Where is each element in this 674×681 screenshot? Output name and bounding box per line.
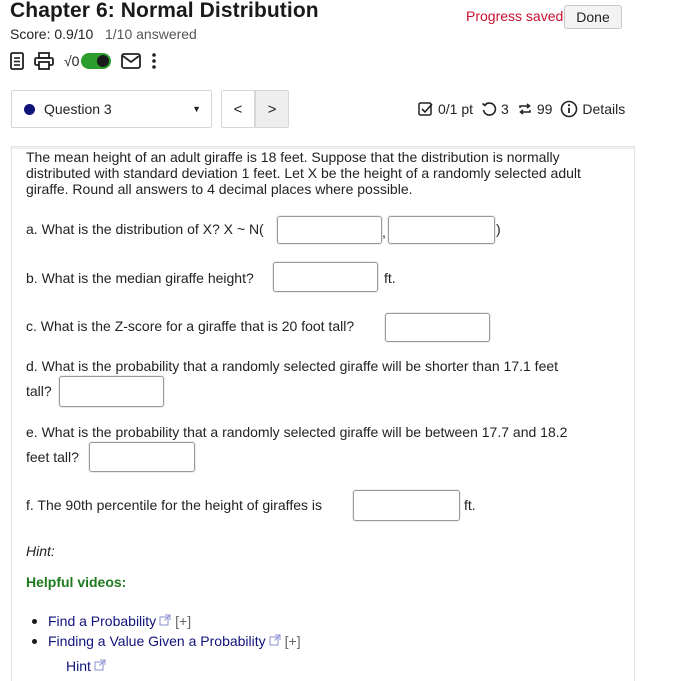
part-a-mean-input[interactable] [277, 216, 382, 244]
info-icon [560, 100, 578, 118]
hint-link[interactable] [66, 658, 106, 674]
progress-status: Progress saved [466, 8, 564, 24]
part-a-close-paren: ) [496, 221, 501, 237]
document-icon[interactable] [10, 51, 24, 71]
details-label: Details [582, 101, 626, 117]
part-f-input[interactable] [353, 490, 460, 521]
done-button[interactable]: Done [564, 5, 622, 29]
video-list-item [48, 633, 301, 649]
part-a-prompt: a. What is the distribution of X? X ~ N( [26, 221, 264, 237]
part-e-prompt: e. What is the probability that a randomly selected giraffe will be between 17.7 and 18.2 [26, 424, 568, 440]
more-vertical-icon[interactable] [151, 51, 157, 71]
current-question-dot-icon [24, 104, 35, 115]
part-b-unit: ft. [384, 270, 396, 286]
part-c-prompt: c. What is the Z-score for a giraffe that is 20 foot tall? [26, 318, 355, 334]
part-d-prompt-cont: tall? [26, 383, 52, 399]
part-f-prompt: f. The 90th percentile for the height of giraffes is [26, 497, 322, 513]
part-c-input[interactable] [385, 313, 490, 342]
bullet-icon [32, 639, 37, 644]
helpful-videos-heading: Helpful videos: [26, 574, 127, 590]
part-a-sd-input[interactable] [388, 216, 495, 244]
toggle-switch-icon[interactable] [81, 53, 111, 69]
part-a-comma: , [382, 224, 386, 240]
bullet-icon [32, 619, 37, 624]
retries-group [481, 101, 509, 117]
score-text: Score: 0.9/10 [10, 26, 94, 42]
repeat-icon [517, 101, 533, 117]
checkbox-icon [418, 101, 434, 117]
points-text: 0/1 pt [438, 101, 474, 117]
mail-icon[interactable] [121, 51, 141, 71]
expand-video-button[interactable]: [+] [284, 633, 301, 649]
retries-count: 3 [501, 101, 509, 117]
details-button[interactable] [560, 100, 625, 118]
sqrt-label: √0 [64, 53, 80, 69]
video-link-finding-value[interactable]: Finding a Value Given a Probability [48, 633, 266, 649]
sqrt-toggle[interactable] [64, 51, 111, 71]
answered-count: 1/10 answered [105, 26, 197, 42]
expand-video-button[interactable]: [+] [175, 613, 192, 629]
question-select[interactable] [11, 90, 212, 128]
attempts-count: 99 [536, 101, 553, 117]
toolbar [10, 50, 167, 72]
page-title: Chapter 6: Normal Distribution [10, 0, 319, 22]
part-e-input[interactable] [89, 442, 195, 472]
next-question-button[interactable]: > [255, 90, 289, 128]
part-d-input[interactable] [59, 376, 164, 407]
question-intro: The mean height of an adult giraffe is 18 feet. Suppose that the distribution is normally distributed with standard deviation 1 feet. Let X be the height of a randomly selected adult giraffe. Round all answers to 4 decimal places where possible. [26, 149, 581, 197]
hint-link-label: Hint [66, 658, 91, 674]
video-link-find-probability[interactable]: Find a Probability [48, 613, 157, 629]
caret-down-icon: ▼ [192, 104, 201, 114]
video-list-item [48, 613, 191, 629]
points-group [418, 101, 473, 117]
part-e-prompt-cont: feet tall? [26, 449, 79, 465]
part-b-input[interactable] [273, 262, 378, 292]
part-b-prompt: b. What is the median giraffe height? [26, 270, 254, 286]
part-d-prompt: d. What is the probability that a randomly selected giraffe will be shorter than 17.1 feet [26, 358, 559, 374]
undo-icon [481, 101, 497, 117]
part-f-unit: ft. [464, 497, 476, 513]
question-select-label: Question 3 [44, 101, 112, 117]
attempts-group [517, 101, 553, 117]
print-icon[interactable] [34, 51, 54, 71]
hint-label: Hint: [26, 543, 55, 559]
external-link-icon [159, 613, 171, 629]
previous-question-button[interactable]: < [221, 90, 255, 128]
external-link-icon [94, 658, 106, 674]
external-link-icon [269, 633, 281, 649]
question-meta [418, 100, 633, 118]
